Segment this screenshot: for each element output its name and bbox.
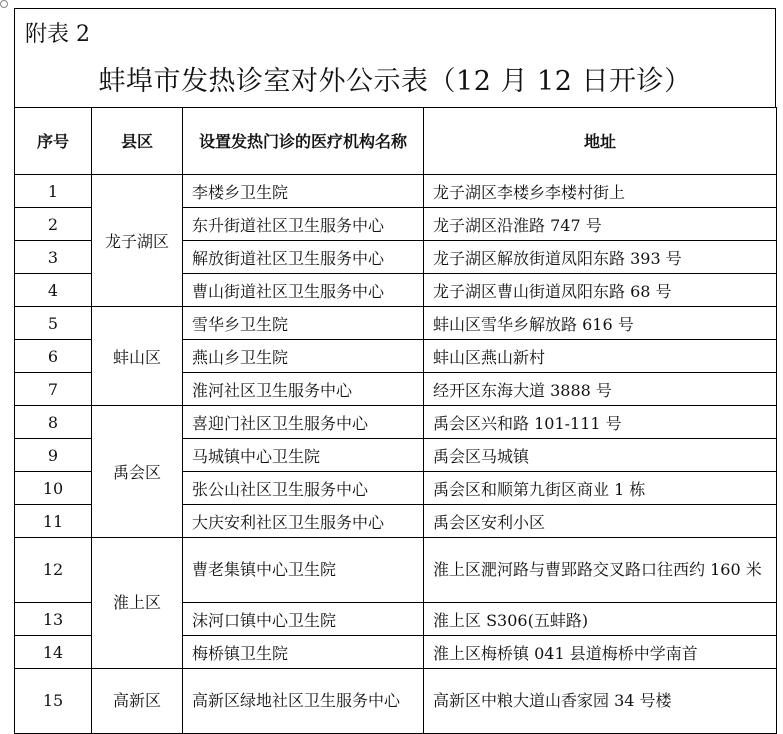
cell-institution: 马城镇中心卫生院 bbox=[183, 439, 424, 472]
cell-institution: 大庆安利社区卫生服务中心 bbox=[183, 505, 424, 538]
table-row bbox=[15, 307, 777, 340]
cell-address: 龙子湖区曹山街道凤阳东路 68 号 bbox=[424, 274, 777, 307]
cell-address: 淮上区淝河路与曹郢路交叉路口往西约 160 米 bbox=[424, 538, 777, 603]
cell-no: 8 bbox=[15, 406, 92, 439]
table-row bbox=[15, 175, 777, 208]
table-row bbox=[15, 538, 777, 603]
cell-address: 禹会区马城镇 bbox=[424, 439, 777, 472]
cell-institution: 燕山乡卫生院 bbox=[183, 340, 424, 373]
column-header-address: 地址 bbox=[424, 108, 777, 175]
cell-institution: 张公山社区卫生服务中心 bbox=[183, 472, 424, 505]
table-row bbox=[15, 669, 777, 734]
cell-district: 淮上区 bbox=[92, 538, 183, 669]
cell-institution: 解放街道社区卫生服务中心 bbox=[183, 241, 424, 274]
cell-no: 14 bbox=[15, 636, 92, 669]
cell-district: 龙子湖区 bbox=[92, 175, 183, 307]
cell-institution: 曹老集镇中心卫生院 bbox=[183, 538, 424, 603]
cell-address: 龙子湖区沿淮路 747 号 bbox=[424, 208, 777, 241]
cell-address: 蚌山区雪华乡解放路 616 号 bbox=[424, 307, 777, 340]
cell-address: 经开区东海大道 3888 号 bbox=[424, 373, 777, 406]
cell-institution: 淮河社区卫生服务中心 bbox=[183, 373, 424, 406]
column-header-institution: 设置发热门诊的医疗机构名称 bbox=[183, 108, 424, 175]
cell-no: 10 bbox=[15, 472, 92, 505]
cell-institution: 李楼乡卫生院 bbox=[183, 175, 424, 208]
cell-institution: 喜迎门社区卫生服务中心 bbox=[183, 406, 424, 439]
table-row bbox=[15, 406, 777, 439]
fever-clinic-table bbox=[14, 107, 777, 734]
cell-institution: 曹山街道社区卫生服务中心 bbox=[183, 274, 424, 307]
cell-district: 禹会区 bbox=[92, 406, 183, 538]
cell-address: 高新区中粮大道山香家园 34 号楼 bbox=[424, 669, 777, 734]
cell-institution: 高新区绿地社区卫生服务中心 bbox=[183, 669, 424, 734]
cell-no: 3 bbox=[15, 241, 92, 274]
cell-address: 龙子湖区李楼乡李楼村街上 bbox=[424, 175, 777, 208]
document-title: 蚌埠市发热诊室对外公示表（12 月 12 日开诊） bbox=[98, 66, 692, 97]
cell-address: 禹会区安利小区 bbox=[424, 505, 777, 538]
table-body bbox=[15, 175, 777, 734]
cell-no: 9 bbox=[15, 439, 92, 472]
cell-no: 13 bbox=[15, 603, 92, 636]
cell-institution: 东升街道社区卫生服务中心 bbox=[183, 208, 424, 241]
cell-institution: 雪华乡卫生院 bbox=[183, 307, 424, 340]
column-header-row bbox=[15, 108, 777, 175]
cell-no: 2 bbox=[15, 208, 92, 241]
window-corner-handle bbox=[0, 0, 8, 8]
cell-institution: 沫河口镇中心卫生院 bbox=[183, 603, 424, 636]
cell-no: 1 bbox=[15, 175, 92, 208]
appendix-label: 附表 2 bbox=[25, 22, 90, 47]
cell-institution: 梅桥镇卫生院 bbox=[183, 636, 424, 669]
cell-district: 高新区 bbox=[92, 669, 183, 734]
cell-no: 4 bbox=[15, 274, 92, 307]
cell-no: 6 bbox=[15, 340, 92, 373]
cell-district: 蚌山区 bbox=[92, 307, 183, 406]
cell-no: 7 bbox=[15, 373, 92, 406]
cell-no: 12 bbox=[15, 538, 92, 603]
cell-address: 蚌山区燕山新村 bbox=[424, 340, 777, 373]
document-table-container bbox=[14, 8, 776, 734]
cell-address: 淮上区 S306(五蚌路) bbox=[424, 603, 777, 636]
cell-address: 禹会区和顺第九街区商业 1 栋 bbox=[424, 472, 777, 505]
table-header-block bbox=[14, 8, 776, 107]
column-header-no: 序号 bbox=[15, 108, 92, 175]
cell-no: 15 bbox=[15, 669, 92, 734]
cell-address: 淮上区梅桥镇 041 县道梅桥中学南首 bbox=[424, 636, 777, 669]
cell-address: 禹会区兴和路 101-111 号 bbox=[424, 406, 777, 439]
cell-address: 龙子湖区解放街道凤阳东路 393 号 bbox=[424, 241, 777, 274]
column-header-district: 县区 bbox=[92, 108, 183, 175]
cell-no: 11 bbox=[15, 505, 92, 538]
cell-no: 5 bbox=[15, 307, 92, 340]
